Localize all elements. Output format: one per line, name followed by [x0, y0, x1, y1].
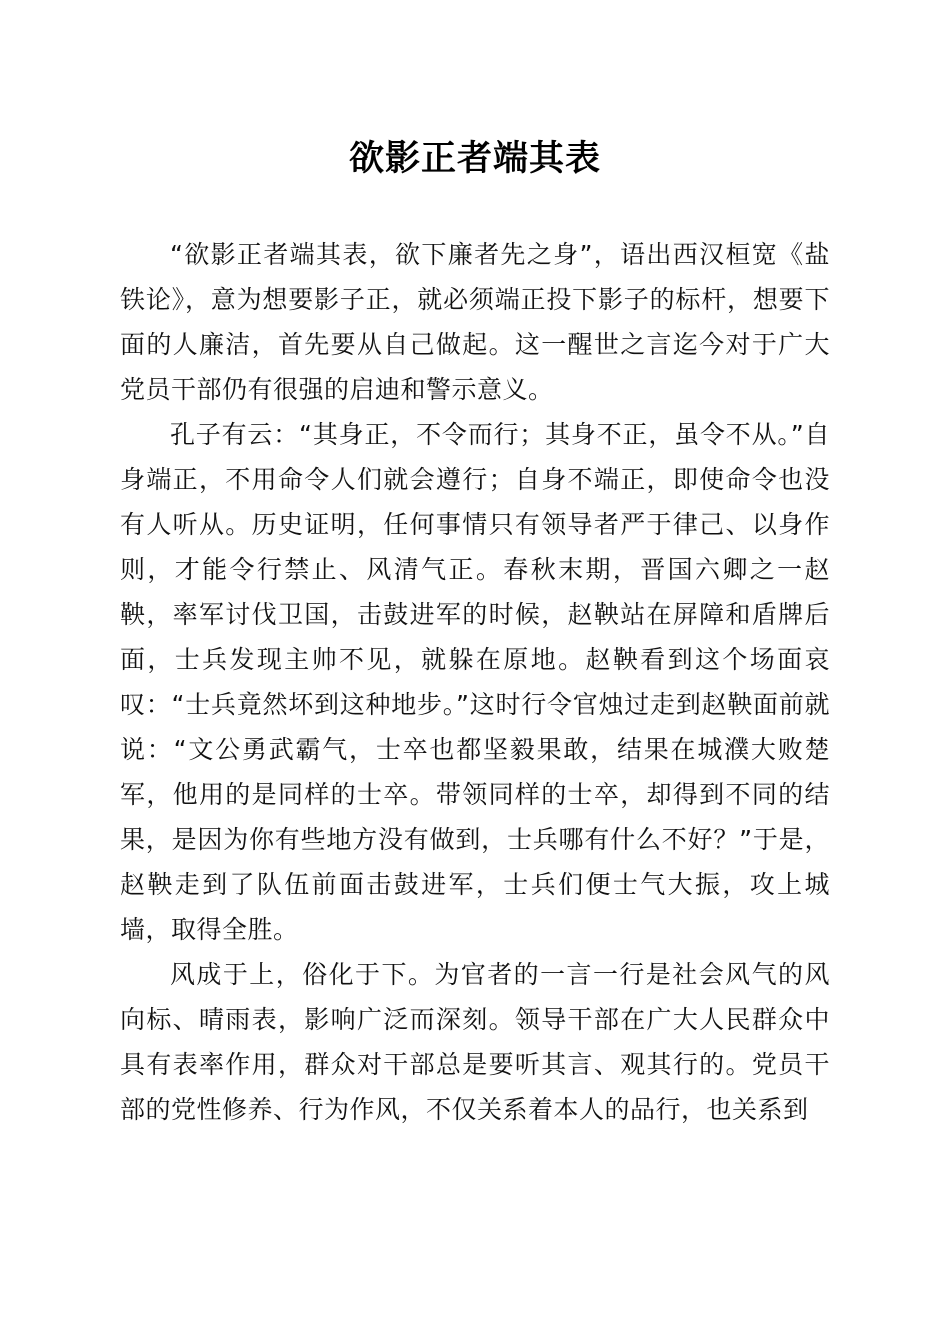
document-title: 欲影正者端其表: [348, 138, 601, 179]
paragraph-3: 风成于上，俗化于下。为官者的一言一行是社会风气的风向标、晴雨表，影响广泛而深刻。领导干部在广大人民群众中具有表率作用，群众对干部总是要听其言、观其行的。党员干部的党性修养、行为作风，不仅关系着本人的品行，也关系到: [120, 960, 830, 1124]
paragraph-1: “欲影正者端其表，欲下廉者先之身”，语出西汉桓宽《盐铁论》，意为想要影子正，就必须端正投下影子的标杆，想要下面的人廉洁，首先要从自己做起。这一醒世之言迄今对于广大党员干部仍有很强的启迪和警示意义。: [120, 240, 830, 404]
paragraph-2: 孔子有云：“其身正，不令而行；其身不正，虽令不从。”自身端正，不用命令人们就会遵行；自身不端正，即使命令也没有人听从。历史证明，任何事情只有领导者严于律己、以身作则，才能令行禁止、风清气正。春秋末期，晋国六卿之一赵鞅，率军讨伐卫国，击鼓进军的时候，赵鞅站在屏障和盾牌后面，士兵发现主帅不见，就躲在原地。赵鞅看到这个场面哀叹：“士兵竟然坏到这种地步。”这时行令官烛过走到赵鞅面前就说：“文公勇武霸气，士卒也都坚毅果敢，结果在城濮大败楚军，他用的是同样的士卒。带领同样的士卒，却得到不同的结果，是因为你有些地方没有做到，士兵哪有什么不好？”于是，赵鞅走到了队伍前面击鼓进军，士兵们便士气大振，攻上城墙，取得全胜。: [120, 420, 830, 944]
document-body: [120, 232, 830, 1132]
